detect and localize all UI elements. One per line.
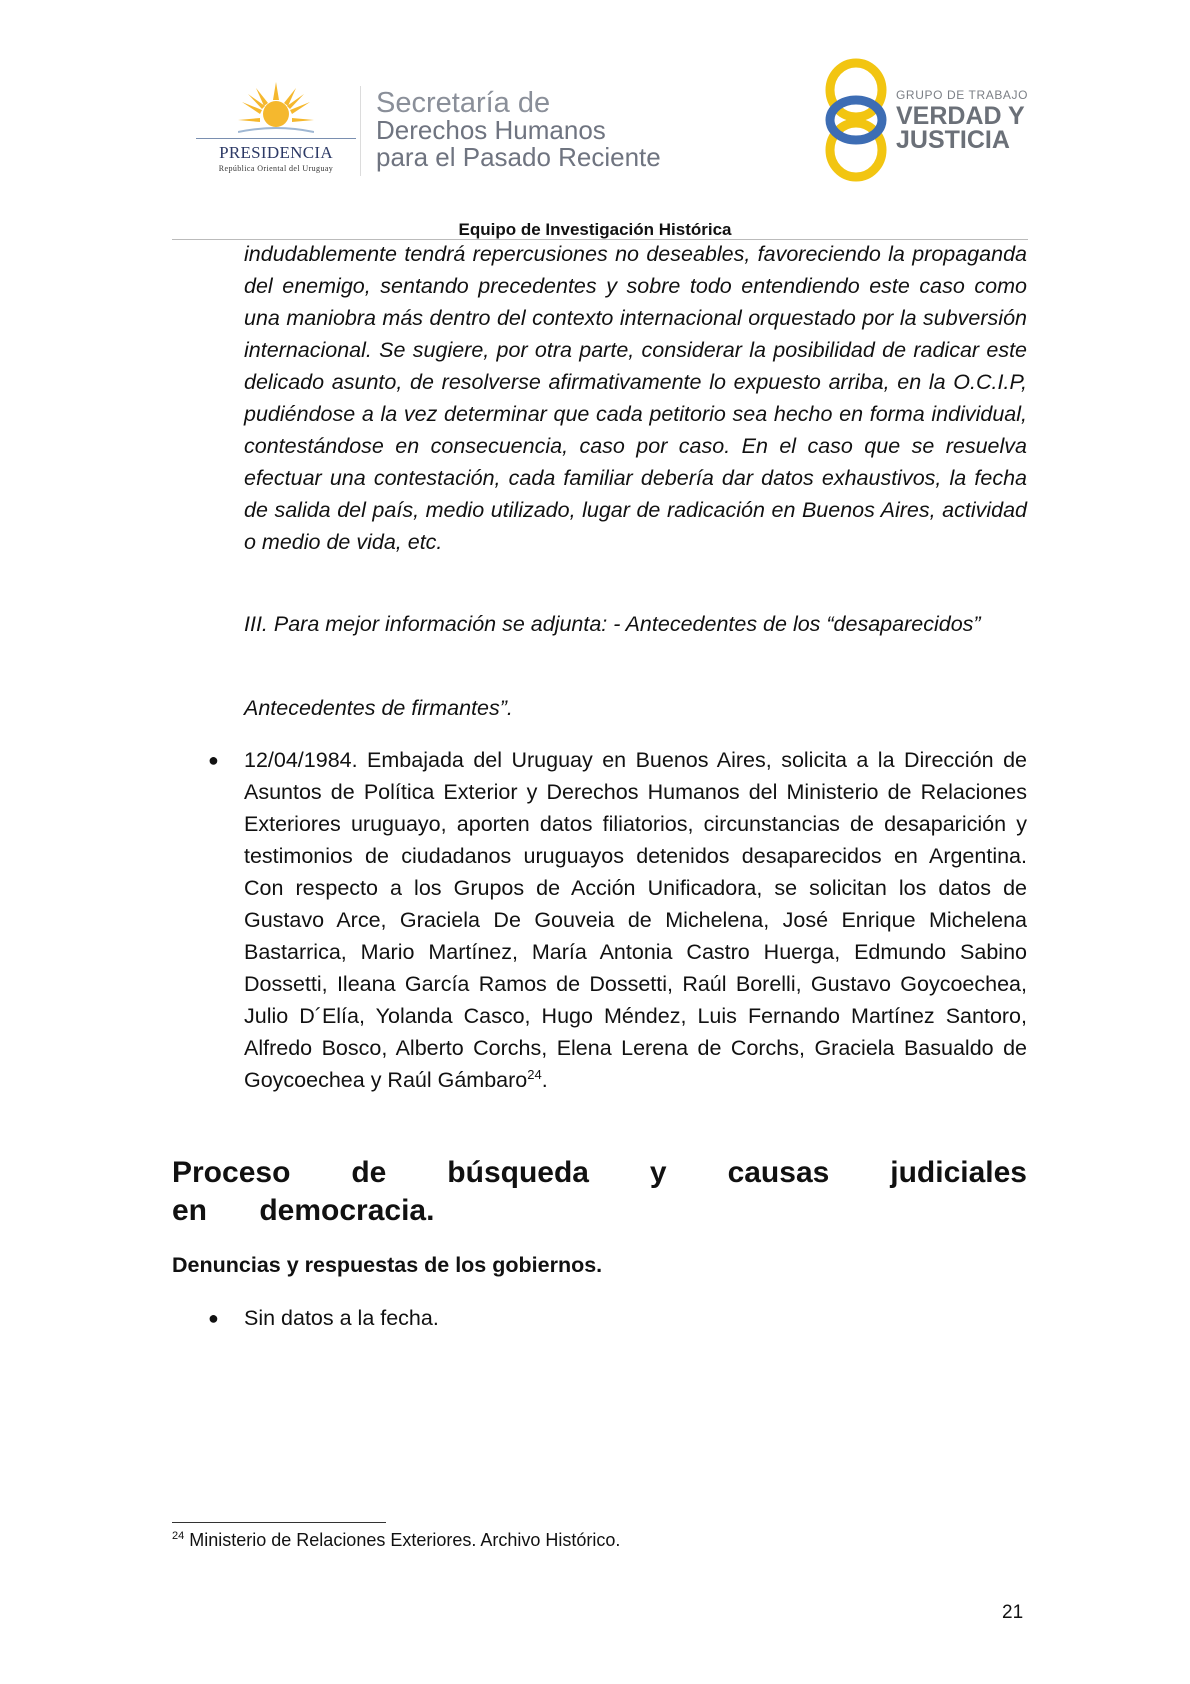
footnote-rule — [172, 1522, 386, 1523]
footnote-text: Ministerio de Relaciones Exteriores. Archivo Histórico. — [184, 1530, 621, 1550]
section-heading-part-2: democracia. — [259, 1194, 435, 1227]
bullet-icon: ● — [208, 750, 219, 770]
bullet-item-1-text: 12/04/1984. Embajada del Uruguay en Buenos Aires, solicita a la Dirección de Asuntos de Política Exterior y Derechos Humanos del Ministerio de Relaciones Exteriores uruguayo, aporten datos filiatorios, circunstancias de desaparición y testimonios de ciudadanos uruguayos detenidos desaparecidos en Argentina. Con respecto a los Grupos de Acción Unificadora, se solicitan los datos de Gustavo Arce, Graciela De Gouveia de Michelena, José Enrique Michelena Bastarrica, Mario Martínez, María Antonia Castro Huerga, Edmundo Sabino Dossetti, Ileana García Ramos de Dossetti, Raúl Borelli, Gustavo Goycoechea, Julio D´Elía, Yolanda Casco, Hugo Méndez, Luis Fernando Martínez Santoro, Alfredo Bosco, Alberto Corchs, Elena Lerena de Corchs, Graciela Basualdo de Goycoechea y Raúl Gámbaro — [244, 748, 1027, 1092]
bullet-item-1 — [244, 744, 1027, 1096]
secretaria-line-2: Derechos Humanos — [376, 115, 606, 145]
quote-paragraph-1: indudablemente tendrá repercusiones no deseables, favoreciendo la propaganda del enemigo, sentando precedentes y sobre todo entendiendo este caso como una maniobra más dentro del contexto internacional orquestado por la subversión internacional. Se sugiere, por otra parte, considerar la posibilidad de radicar este delicado asunto, de resolverse afirmativamente lo expuesto arriba, en la O.C.I.P, pudiéndose a la vez determinar que cada petitorio sea hecho en forma individual, contestándose en consecuencia, caso por caso. En el caso que se resuelva efectuar una contestación, cada familiar debería dar datos exhaustivos, la fecha de salida del país, medio utilizado, lugar de radicación en Buenos Aires, actividad o medio de vida, etc. — [244, 242, 1027, 554]
footnote — [172, 1530, 620, 1551]
rings-icon — [820, 56, 892, 186]
presidencia-logo — [196, 80, 356, 180]
bullet-item-1-end: . — [541, 1068, 548, 1092]
bullet-item-2: Sin datos a la fecha. — [244, 1306, 439, 1330]
verdad-justicia-logo — [820, 56, 1040, 186]
logo-divider — [360, 86, 361, 176]
quote-paragraph-2: III. Para mejor información se adjunta: - Antecedentes de los “desaparecidos” — [244, 612, 981, 636]
section-heading — [172, 1154, 1027, 1230]
grupo-title-2: JUSTICIA — [896, 126, 1010, 154]
secretaria-line-3: para el Pasado Reciente — [376, 142, 661, 172]
secretaria-line-1: Secretaría de — [376, 87, 551, 119]
grupo-label: GRUPO DE TRABAJO — [896, 88, 1029, 102]
footnote-number: 24 — [172, 1530, 185, 1542]
section-heading-part-1: Proceso de búsqueda y causas judiciales en — [172, 1156, 1027, 1227]
team-title: Equipo de Investigación Histórica — [458, 220, 732, 239]
presidencia-name: PRESIDENCIA — [219, 143, 333, 162]
presidencia-subtitle: República Oriental del Uruguay — [218, 164, 334, 173]
logo-rule — [196, 138, 356, 139]
footnote-reference[interactable]: 24 — [527, 1066, 542, 1082]
page-header — [0, 0, 1190, 240]
sun-icon — [238, 80, 314, 138]
page-number: 21 — [1002, 1602, 1024, 1623]
secretaria-logo-text — [376, 87, 661, 172]
bullet-icon: ● — [208, 1308, 219, 1328]
grupo-title-1: VERDAD Y — [896, 102, 1025, 130]
quote-paragraph-3: Antecedentes de firmantes”. — [244, 696, 513, 720]
subsection-heading: Denuncias y respuestas de los gobiernos. — [172, 1253, 603, 1277]
